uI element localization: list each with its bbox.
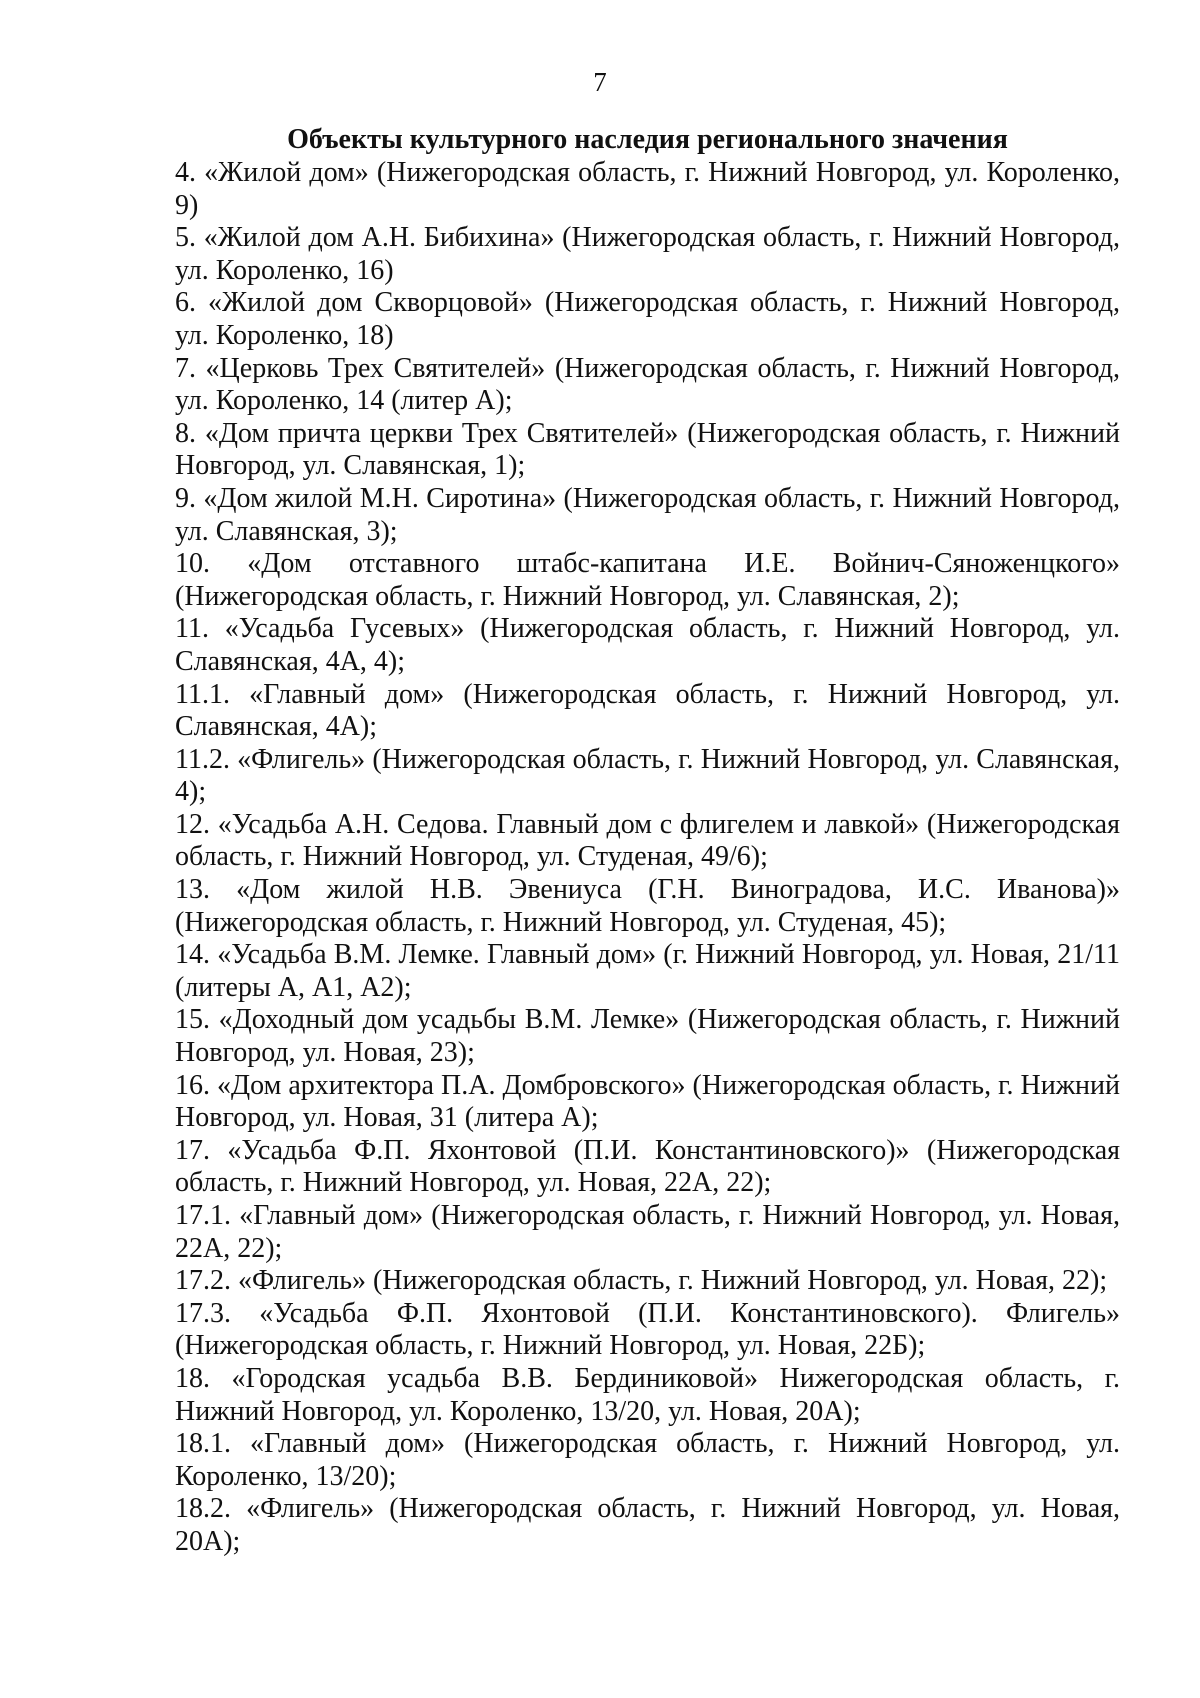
list-item: 17.1. «Главный дом» (Нижегородская область, г. Нижний Новгород, ул. Новая, 22А, 22);: [175, 1200, 1120, 1264]
list-item: 12. «Усадьба А.Н. Седова. Главный дом с флигелем и лавкой» (Нижегородская область, г. Нижний Новгород, ул. Студеная, 49/6);: [175, 808, 1120, 873]
list-item: 18.2. «Флигель» (Нижегородская область, г. Нижний Новгород, ул. Новая, 20А);: [175, 1493, 1120, 1557]
list-item: 6. «Жилой дом Скворцовой» (Нижегородская область, г. Нижний Новгород, ул. Короленко, 18): [175, 287, 1120, 351]
list-item: 8. «Дом причта церкви Трех Святителей» (Нижегородская область, г. Нижний Новгород, ул. Славянская, 1);: [175, 417, 1120, 482]
list-item: 14. «Усадьба В.М. Лемке. Главный дом» (г. Нижний Новгород, ул. Новая, 21/11 (литеры А, А1, А2);: [175, 939, 1120, 1003]
list-item: 18.1. «Главный дом» (Нижегородская область, г. Нижний Новгород, ул. Короленко, 13/20);: [175, 1428, 1120, 1492]
page-number: 7: [593, 67, 607, 97]
heritage-list: [175, 157, 1120, 1559]
list-item: 11. «Усадьба Гусевых» (Нижегородская область, г. Нижний Новгород, ул. Славянская, 4А, 4);: [175, 613, 1120, 677]
list-item: 13. «Дом жилой Н.В. Эвениуса (Г.Н. Виноградова, И.С. Иванова)» (Нижегородская область, г. Нижний Новгород, ул. Студеная, 45);: [175, 874, 1120, 938]
section-heading: Объекты культурного наследия регионального значения: [287, 124, 1008, 155]
list-item: 11.1. «Главный дом» (Нижегородская область, г. Нижний Новгород, ул. Славянская, 4А);: [175, 678, 1120, 743]
list-item: 17.3. «Усадьба Ф.П. Яхонтовой (П.И. Константиновского). Флигель» (Нижегородская область, г. Нижний Новгород, ул. Новая, 22Б);: [175, 1297, 1120, 1362]
list-item: 11.2. «Флигель» (Нижегородская область, г. Нижний Новгород, ул. Славянская, 4);: [175, 743, 1120, 808]
list-item: 15. «Доходный дом усадьбы В.М. Лемке» (Нижегородская область, г. Нижний Новгород, ул. Новая, 23);: [175, 1004, 1120, 1069]
list-item: 9. «Дом жилой М.Н. Сиротина» (Нижегородская область, г. Нижний Новгород, ул. Славянская, 3);: [175, 482, 1120, 547]
list-item: 17.2. «Флигель» (Нижегородская область, г. Нижний Новгород, ул. Новая, 22);: [175, 1265, 1108, 1297]
list-item: 16. «Дом архитектора П.А. Домбровского» (Нижегородская область, г. Нижний Новгород, ул. Новая, 31 (литера А);: [175, 1069, 1120, 1134]
list-item: 10. «Дом отставного штабс-капитана И.Е. Войнич-Сяноженцкого» (Нижегородская область, г. Нижний Новгород, ул. Славянская, 2);: [175, 548, 1120, 612]
list-item: 5. «Жилой дом А.Н. Бибихина» (Нижегородская область, г. Нижний Новгород, ул. Короленко, 16): [175, 222, 1120, 286]
list-item: 17. «Усадьба Ф.П. Яхонтовой (П.И. Константиновского)» (Нижегородская область, г. Нижний Новгород, ул. Новая, 22А, 22);: [175, 1134, 1120, 1199]
list-item: 18. «Городская усадьба В.В. Бердиниковой» Нижегородская область, г. Нижний Новгород, ул. Короленко, 13/20, ул. Новая, 20А);: [175, 1362, 1120, 1427]
list-item: 7. «Церковь Трех Святителей» (Нижегородская область, г. Нижний Новгород, ул. Короленко, 14 (литер А);: [175, 352, 1120, 417]
list-item: 4. «Жилой дом» (Нижегородская область, г. Нижний Новгород, ул. Короленко, 9): [175, 157, 1120, 221]
